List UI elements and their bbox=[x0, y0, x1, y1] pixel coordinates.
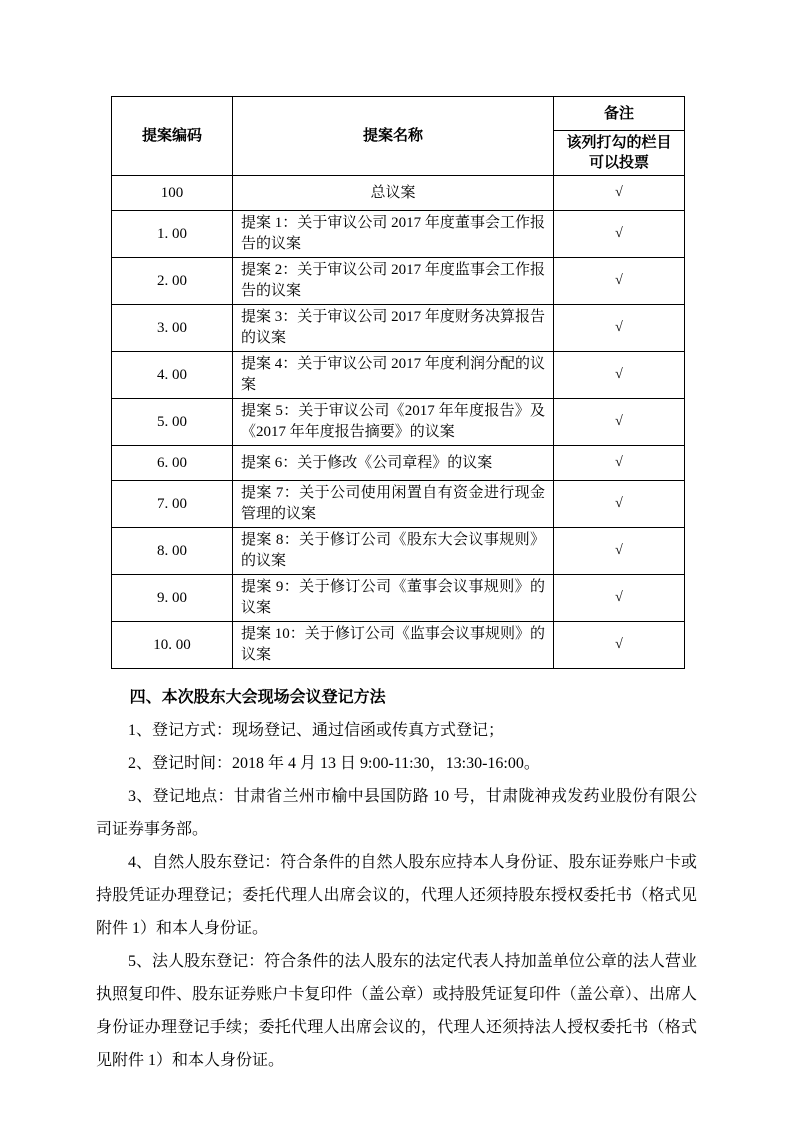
table-row bbox=[112, 481, 685, 528]
proposal-code: 6. 00 bbox=[112, 446, 233, 481]
registration-item-place: 3、登记地点：甘肃省兰州市榆中县国防路 10 号，甘肃陇神戎发药业股份有限公司证券事务部。 bbox=[96, 788, 697, 838]
table-row bbox=[112, 575, 685, 622]
proposal-name: 提案 2：关于审议公司 2017 年度监事会工作报告的议案 bbox=[233, 258, 554, 305]
col-header-remark: 备注 bbox=[554, 97, 685, 131]
table-row bbox=[112, 305, 685, 352]
vote-checkmark: √ bbox=[554, 352, 685, 399]
proposal-code: 9. 00 bbox=[112, 575, 233, 622]
proposal-name: 提案 1：关于审议公司 2017 年度董事会工作报告的议案 bbox=[233, 211, 554, 258]
proposal-name: 提案 10：关于修订公司《监事会议事规则》的议案 bbox=[233, 622, 554, 669]
vote-checkmark: √ bbox=[554, 575, 685, 622]
vote-checkmark: √ bbox=[554, 622, 685, 669]
proposal-code: 7. 00 bbox=[112, 481, 233, 528]
vote-checkmark: √ bbox=[554, 211, 685, 258]
section-heading: 四、本次股东大会现场会议登记方法 bbox=[129, 689, 386, 706]
table-row bbox=[112, 176, 685, 211]
proposal-name: 提案 6：关于修改《公司章程》的议案 bbox=[233, 446, 554, 481]
table-row bbox=[112, 258, 685, 305]
table-row bbox=[112, 352, 685, 399]
proposal-code: 5. 00 bbox=[112, 399, 233, 446]
proposal-name: 总议案 bbox=[233, 176, 554, 211]
proposal-name: 提案 5：关于审议公司《2017 年年度报告》及《2017 年年度报告摘要》的议案 bbox=[233, 399, 554, 446]
proposal-code: 3. 00 bbox=[112, 305, 233, 352]
proposal-code: 8. 00 bbox=[112, 528, 233, 575]
proposal-name: 提案 9：关于修订公司《董事会议事规则》的议案 bbox=[233, 575, 554, 622]
vote-checkmark: √ bbox=[554, 305, 685, 352]
vote-checkmark: √ bbox=[554, 258, 685, 305]
proposal-name: 提案 4：关于审议公司 2017 年度利润分配的议案 bbox=[233, 352, 554, 399]
proposal-name: 提案 8：关于修订公司《股东大会议事规则》的议案 bbox=[233, 528, 554, 575]
page-content bbox=[96, 96, 697, 1077]
proposal-code: 2. 00 bbox=[112, 258, 233, 305]
vote-checkmark: √ bbox=[554, 399, 685, 446]
registration-section bbox=[96, 681, 697, 1077]
table-row bbox=[112, 446, 685, 481]
proposal-code: 4. 00 bbox=[112, 352, 233, 399]
registration-item-method: 1、登记方式：现场登记、通过信函或传真方式登记； bbox=[128, 722, 505, 739]
vote-checkmark: √ bbox=[554, 176, 685, 211]
registration-item-natural-person: 4、自然人股东登记：符合条件的自然人股东应持本人身份证、股东证券账户卡或持股凭证办理登记；委托代理人出席会议的，代理人还须持股东授权委托书（格式见附件 1）和本人身份证。 bbox=[96, 854, 697, 937]
table-row bbox=[112, 211, 685, 258]
proposal-code: 10. 00 bbox=[112, 622, 233, 669]
table-row bbox=[112, 399, 685, 446]
col-header-proposal-code: 提案编码 bbox=[112, 97, 233, 176]
proposal-code: 100 bbox=[112, 176, 233, 211]
proposal-name: 提案 3：关于审议公司 2017 年度财务决算报告的议案 bbox=[233, 305, 554, 352]
proposals-table bbox=[111, 96, 685, 669]
table-header-row-1 bbox=[112, 97, 685, 131]
registration-item-time: 2、登记时间：2018 年 4 月 13 日 9:00-11:30，13:30-16:00。 bbox=[128, 755, 540, 772]
col-header-remark-note: 该列打勾的栏目可以投票 bbox=[554, 131, 685, 176]
col-header-proposal-name: 提案名称 bbox=[233, 97, 554, 176]
table-row bbox=[112, 622, 685, 669]
table-row bbox=[112, 528, 685, 575]
vote-checkmark: √ bbox=[554, 481, 685, 528]
vote-checkmark: √ bbox=[554, 446, 685, 481]
proposal-code: 1. 00 bbox=[112, 211, 233, 258]
proposal-name: 提案 7：关于公司使用闲置自有资金进行现金管理的议案 bbox=[233, 481, 554, 528]
registration-item-legal-person: 5、法人股东登记：符合条件的法人股东的法定代表人持加盖单位公章的法人营业执照复印件、股东证券账户卡复印件（盖公章）或持股凭证复印件（盖公章）、出席人身份证办理登记手续；委托代理人出席会议的，代理人还须持法人授权委托书（格式见附件 1）和本人身份证。 bbox=[96, 953, 697, 1069]
vote-checkmark: √ bbox=[554, 528, 685, 575]
